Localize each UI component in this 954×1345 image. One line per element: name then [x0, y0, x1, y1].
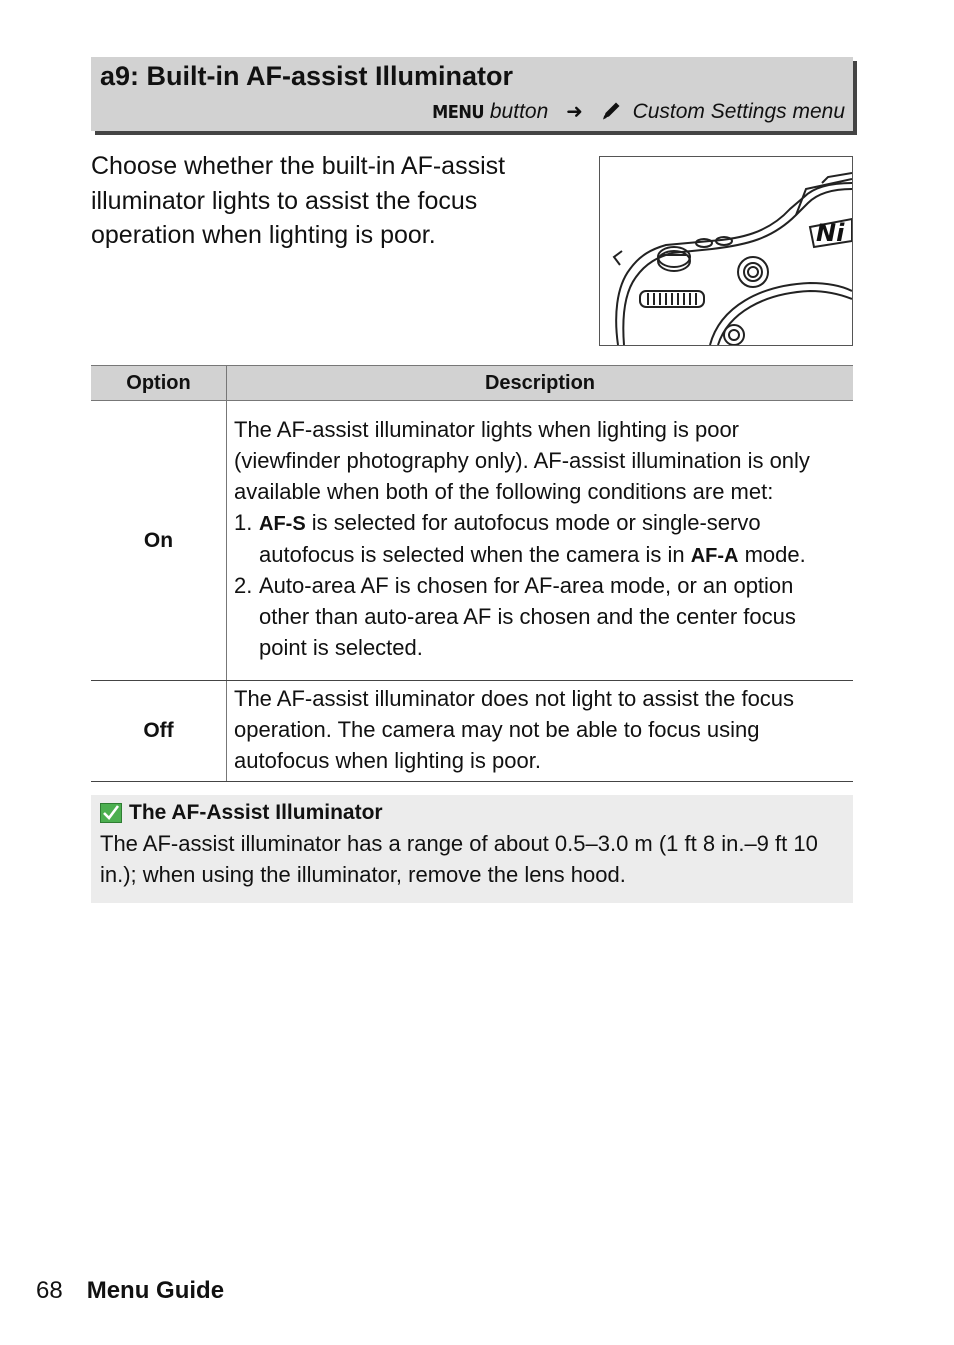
intro-paragraph: Choose whether the built-in AF-assist illuminator lights to assist the focus operation when lighting is poor. — [91, 152, 506, 249]
description-on — [227, 401, 854, 681]
camera-illustration — [599, 156, 853, 346]
section-header — [91, 57, 853, 131]
table-row-on — [91, 401, 853, 681]
section-name: Menu Guide — [86, 1277, 225, 1304]
af-a-label: AF-A — [690, 544, 739, 567]
condition-item-1: 1. AF-S is selected for autofocus mode or single-servo autofocus is selected when the camera is in AF-A mode. — [234, 508, 845, 572]
note-box — [91, 795, 853, 903]
description-column-header: Description — [227, 366, 854, 401]
menu-path — [432, 99, 845, 127]
note-body: The AF-assist illuminator has a range of about 0.5–3.0 m (1 ft 8 in.–9 ft 10 in.); when using the illuminator, remove the lens hood. — [100, 831, 818, 887]
pencil-icon — [601, 99, 623, 127]
option-on: On — [91, 401, 227, 681]
page-title: a9: Built-in AF-assist Illuminator — [100, 61, 514, 91]
custom-settings-menu-label: Custom Settings menu — [632, 100, 845, 123]
af-s-label: AF-S — [259, 512, 306, 535]
options-table — [91, 365, 853, 782]
note-checkmark-icon — [100, 803, 122, 823]
table-header-row — [91, 366, 853, 401]
option-off: Off — [91, 681, 227, 782]
condition-text: Auto-area AF is chosen for AF-area mode, or an option other than auto-area AF is chosen and the center focus point is selected. — [259, 573, 796, 660]
table-row-off — [91, 681, 853, 782]
page-number: 68 — [36, 1277, 63, 1304]
arrow-icon: ➜ — [566, 101, 583, 123]
menu-button-label: MENU — [432, 102, 485, 123]
condition-number: 2. — [234, 573, 253, 599]
note-title: The AF-Assist Illuminator — [129, 801, 383, 824]
page-footer — [36, 1277, 224, 1305]
option-column-header: Option — [91, 366, 227, 401]
brand-logo-text: Ni — [816, 219, 845, 247]
button-word: button — [489, 100, 549, 123]
description-on-intro: The AF-assist illuminator lights when lighting is poor (viewfinder photography only). AF-assist illumination is only available when both of the following conditions are met: — [234, 417, 810, 504]
condition-item-2 — [234, 571, 845, 663]
condition-number: 1. — [234, 509, 253, 535]
description-off: The AF-assist illuminator does not light to assist the focus operation. The camera may not be able to focus using autofocus when lighting is poor. — [227, 681, 854, 782]
